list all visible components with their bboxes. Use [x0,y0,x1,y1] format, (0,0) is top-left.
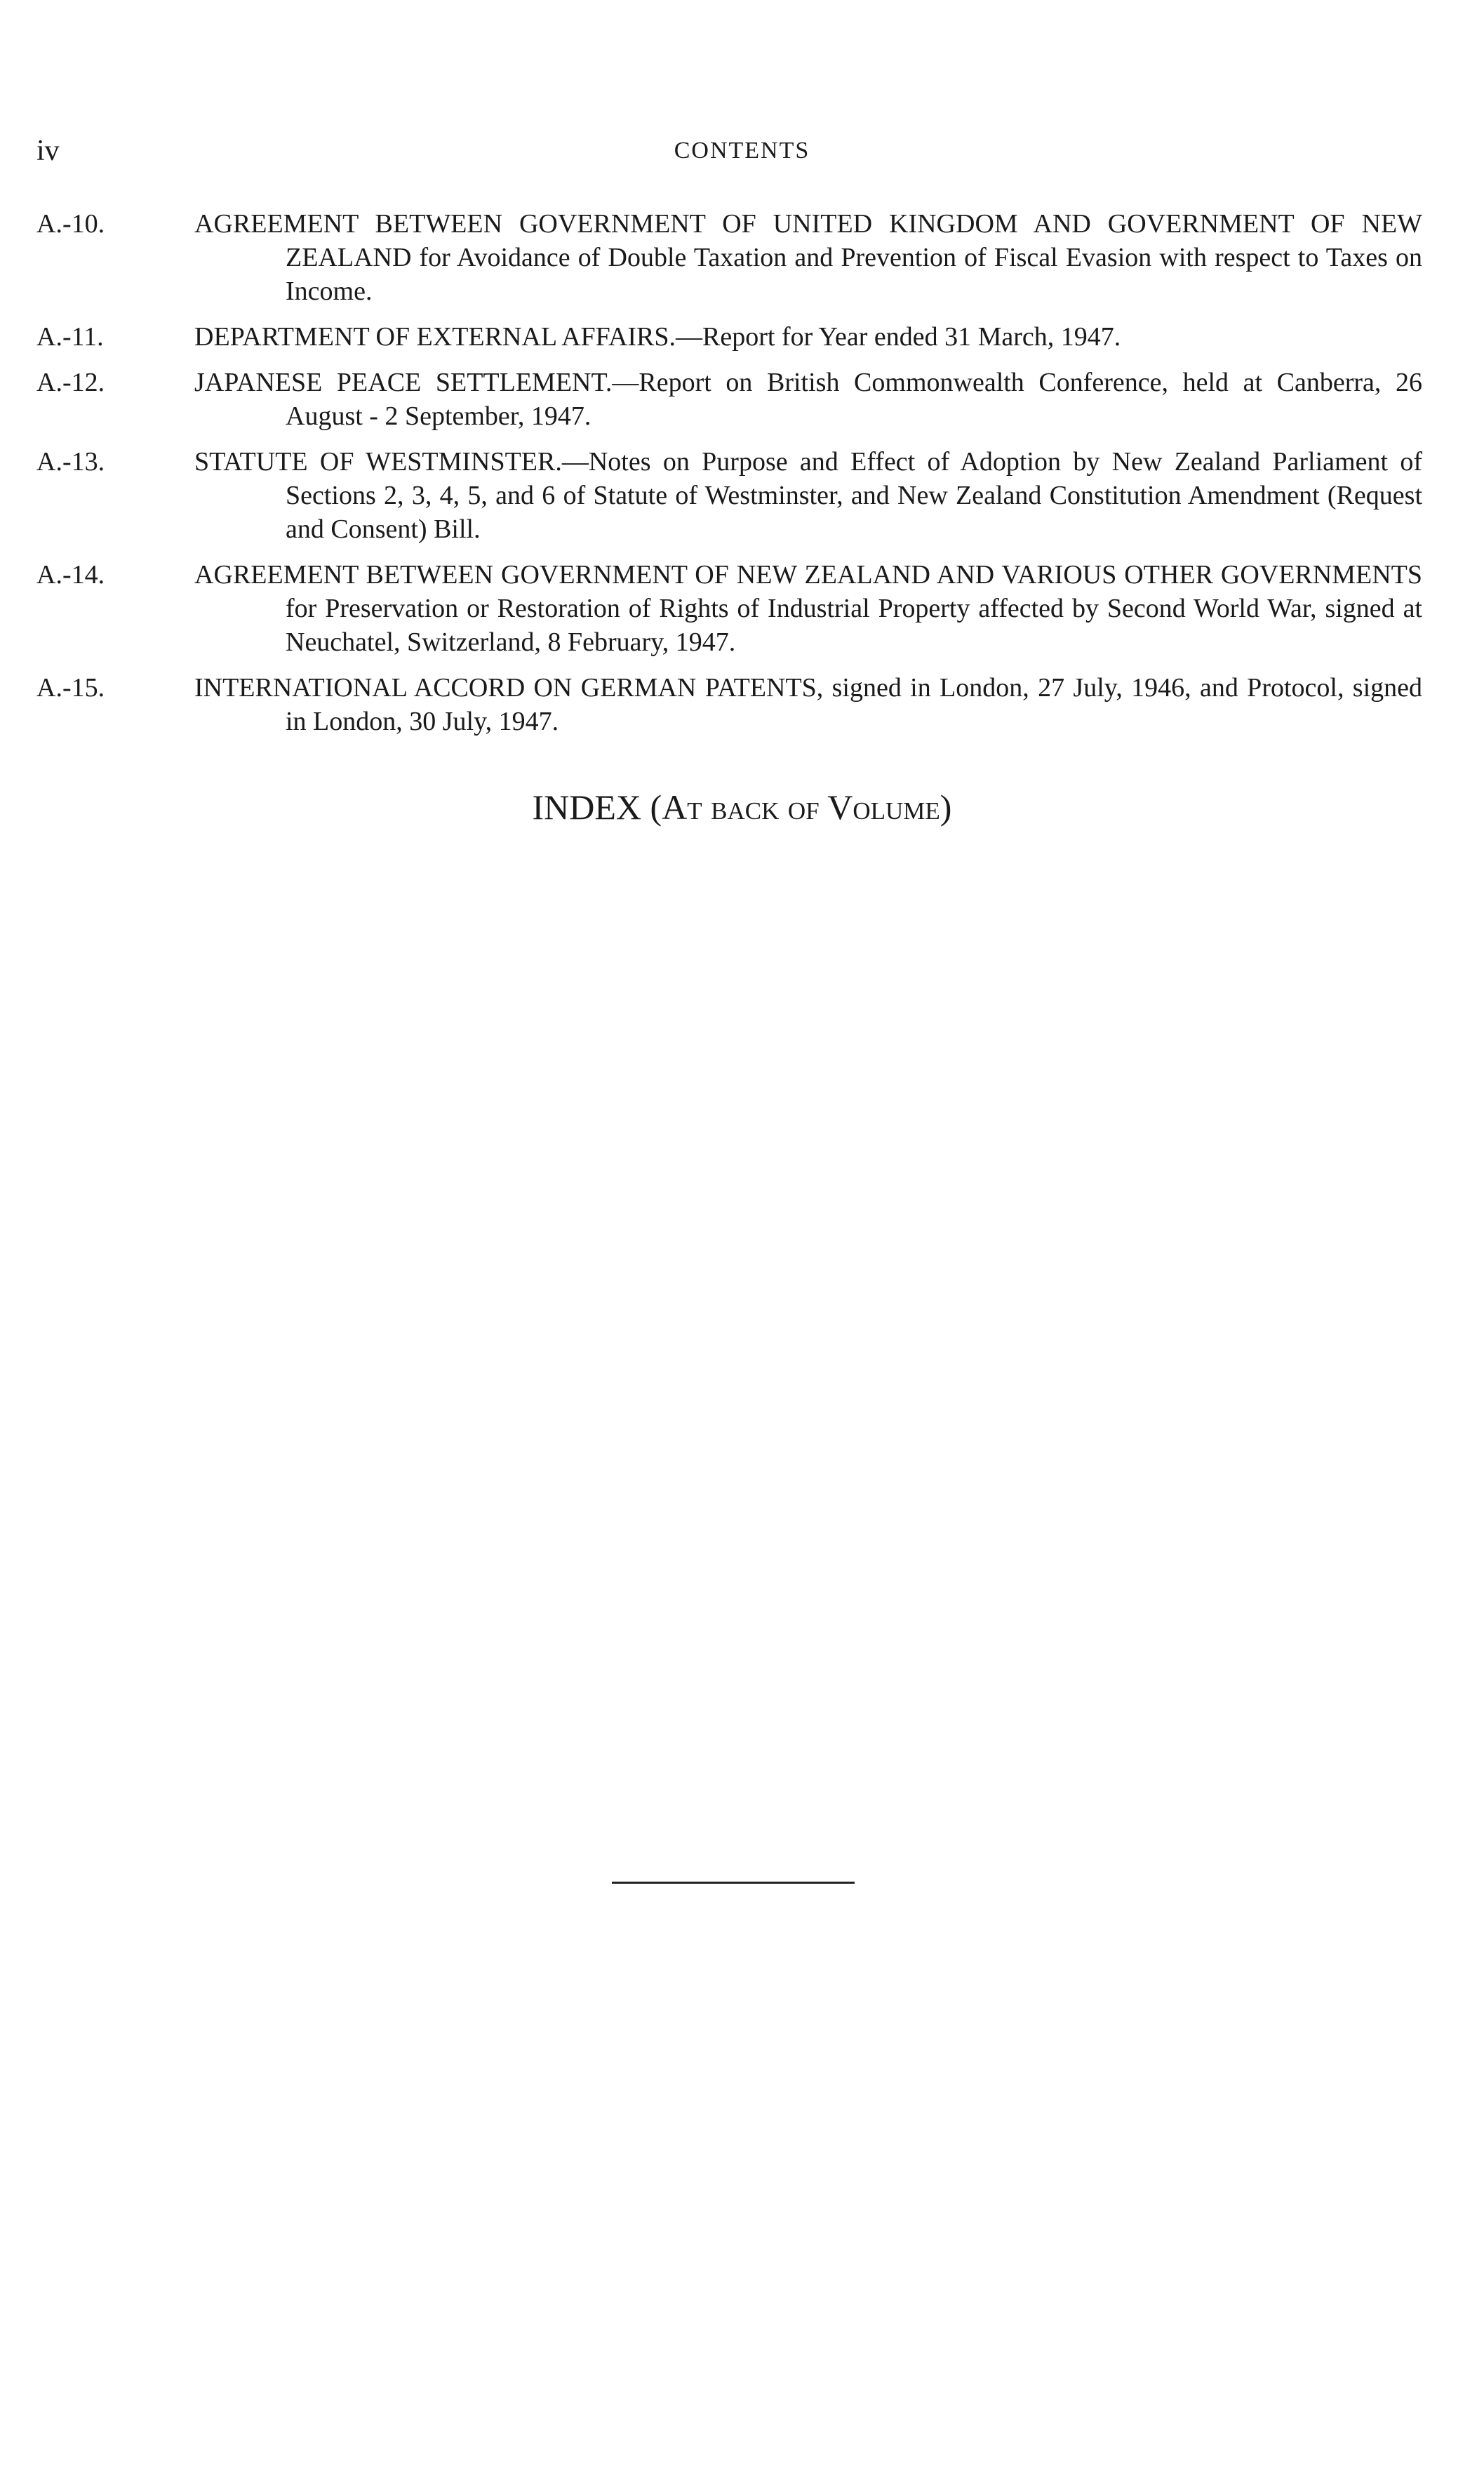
contents-entry [36,558,1422,659]
contents-entry [36,207,1422,308]
running-head: CONTENTS [674,138,810,164]
entry-title: AGREEMENT BETWEEN GOVERNMENT OF UNITED KINGDOM AND GOVERNMENT OF NEW ZEALAND for Avoidance of Double Taxation and Prevention of Fiscal Evasion with respect to Taxes on Income. [194,209,1422,306]
entry-code: A.-13. [36,447,105,477]
contents-list [36,207,1422,750]
contents-entry [36,366,1422,433]
contents-entry [36,320,1422,354]
index-note [0,786,1484,828]
entry-title: STATUTE OF WESTMINSTER.—Notes on Purpose and Effect of Adoption by New Zealand Parliament of Sections 2, 3, 4, 5, and 6 of Statute of Westminster, and New Zealand Constitution Amendment (Request and Consent) Bill. [194,447,1422,544]
page-number: iv [36,135,60,167]
entry-code: A.-14. [36,560,105,590]
index-title: INDEX [532,787,642,827]
entry-code: A.-10. [36,209,105,239]
entry-title: DEPARTMENT OF EXTERNAL AFFAIRS.—Report for Year ended 31 March, 1947. [194,322,1121,352]
entry-title: INTERNATIONAL ACCORD ON GERMAN PATENTS, signed in London, 27 July, 1946, and Protocol, signed in London, 30 July, 1947. [194,673,1422,736]
contents-entry [36,445,1422,546]
entry-code: A.-15. [36,673,105,703]
entry-code: A.-12. [36,368,105,397]
closing-rule [612,1882,855,1884]
entry-title: AGREEMENT BETWEEN GOVERNMENT OF NEW ZEALAND AND VARIOUS OTHER GOVERNMENTS for Preservation or Restoration of Rights of Industrial Property affected by Second World War, signed at Neuchatel, Switzerland, 8 February, 1947. [194,560,1422,657]
index-location: (At back of Volume) [650,787,952,827]
entry-title: JAPANESE PEACE SETTLEMENT.—Report on British Commonwealth Conference, held at Canberra, 26 August - 2 September, 1947. [194,368,1422,431]
entry-code: A.-11. [36,322,104,352]
contents-entry [36,671,1422,738]
